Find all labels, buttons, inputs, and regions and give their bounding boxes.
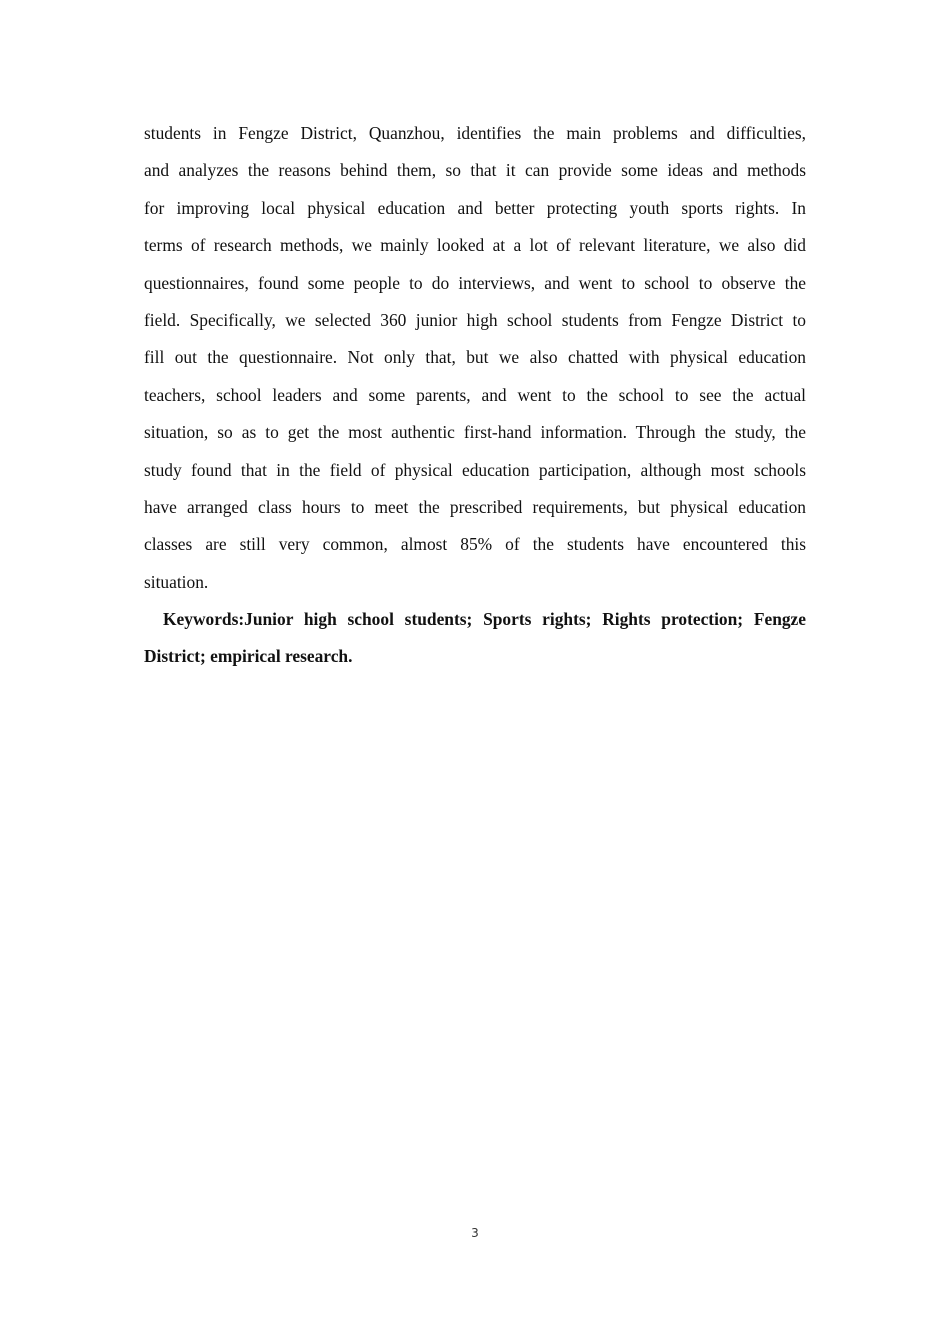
abstract-line: situation. bbox=[144, 571, 209, 592]
abstract-line: and analyzes the reasons behind them, so that it can provide some ideas and methods bbox=[144, 160, 806, 181]
keywords-line: Keywords:Junior high school students; Sports rights; Rights protection; Fengze bbox=[163, 609, 806, 629]
abstract-line: field. Specifically, we selected 360 junior high school students from Fengze District to bbox=[144, 309, 806, 330]
abstract-line: fill out the questionnaire. Not only that, but we also chatted with physical education bbox=[144, 347, 806, 368]
abstract-line: have arranged class hours to meet the prescribed requirements, but physical education bbox=[144, 496, 806, 517]
abstract-line: teachers, school leaders and some parents, and went to the school to see the actual bbox=[144, 384, 806, 405]
abstract-line: for improving local physical education and better protecting youth sports rights. In bbox=[144, 197, 806, 218]
abstract-line: classes are still very common, almost 85% of the students have encountered this bbox=[144, 534, 806, 555]
page-number: 3 bbox=[471, 1226, 479, 1240]
abstract-paragraph bbox=[144, 115, 806, 601]
keywords-paragraph bbox=[144, 601, 806, 676]
abstract-line: questionnaires, found some people to do interviews, and went to school to observe the bbox=[144, 272, 806, 293]
keywords-line: District; empirical research. bbox=[144, 646, 353, 667]
abstract-line: terms of research methods, we mainly looked at a lot of relevant literature, we also did bbox=[144, 235, 806, 256]
abstract-line: study found that in the field of physical education participation, although most schools bbox=[144, 459, 806, 480]
abstract-line: situation, so as to get the most authentic first-hand information. Through the study, the bbox=[144, 422, 806, 443]
abstract-line: students in Fengze District, Quanzhou, identifies the main problems and difficulties, bbox=[144, 123, 806, 143]
